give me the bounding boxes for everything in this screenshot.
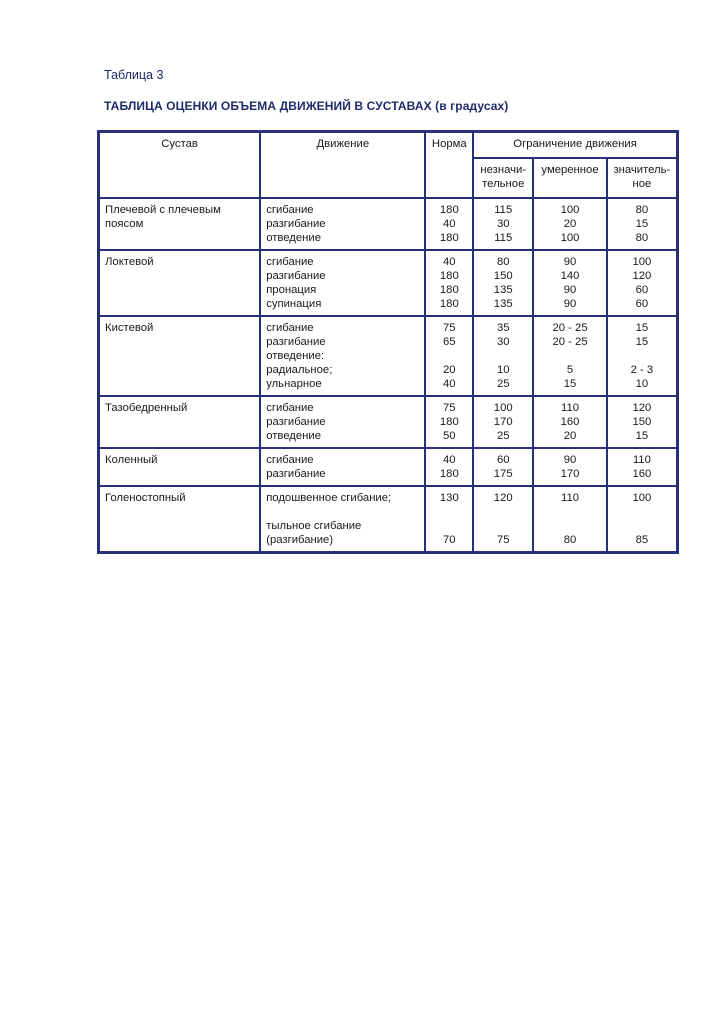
table-row: [100, 487, 676, 551]
moderate-cell: 110 160 20: [534, 397, 605, 447]
significant-cell: 100 85: [608, 487, 676, 551]
movement-cell: сгибание разгибание отведение: радиальное; ульнарное: [261, 317, 424, 395]
header-minor: незначи- тельное: [474, 159, 532, 197]
significant-cell: 110 160: [608, 449, 676, 485]
movement-cell: сгибание разгибание пронация супинация: [261, 251, 424, 315]
significant-cell: 100 120 60 60: [608, 251, 676, 315]
joint-cell: Плечевой с плечевым поясом: [100, 199, 259, 249]
range-of-motion-table: [97, 130, 679, 554]
movement-cell: подошвенное сгибание; тыльное сгибание (разгибание): [261, 487, 424, 551]
joint-cell: Голеностопный: [100, 487, 259, 551]
header-moderate: умеренное: [534, 159, 605, 197]
significant-cell: 120 150 15: [608, 397, 676, 447]
joint-cell: Локтевой: [100, 251, 259, 315]
significant-cell: 15 15 2 - 3 10: [608, 317, 676, 395]
header-significant: значитель- ное: [608, 159, 676, 197]
moderate-cell: 90 140 90 90: [534, 251, 605, 315]
table-row: [100, 251, 676, 315]
joint-cell: Коленный: [100, 449, 259, 485]
joint-cell: Тазобедренный: [100, 397, 259, 447]
movement-cell: сгибание разгибание отведение: [261, 397, 424, 447]
joint-cell: Кистевой: [100, 317, 259, 395]
minor-cell: 60 175: [474, 449, 532, 485]
norm-cell: 130 70: [426, 487, 472, 551]
table-row: [100, 397, 676, 447]
moderate-cell: 20 - 25 20 - 25 5 15: [534, 317, 605, 395]
table-title: [104, 99, 508, 113]
table-row: [100, 449, 676, 485]
minor-cell: 115 30 115: [474, 199, 532, 249]
minor-cell: 120 75: [474, 487, 532, 551]
table-title-main: ТАБЛИЦА ОЦЕНКИ ОБЪЕМА ДВИЖЕНИЙ В СУСТАВАХ: [104, 99, 432, 113]
header-joint: Сустав: [100, 133, 259, 197]
norm-cell: 180 40 180: [426, 199, 472, 249]
table-row: [100, 199, 676, 249]
minor-cell: 80 150 135 135: [474, 251, 532, 315]
header-norm: Норма: [426, 133, 472, 197]
movement-cell: сгибание разгибание отведение: [261, 199, 424, 249]
minor-cell: 35 30 10 25: [474, 317, 532, 395]
movement-cell: сгибание разгибание: [261, 449, 424, 485]
header-limitation: Ограничение движения: [474, 133, 676, 157]
moderate-cell: 90 170: [534, 449, 605, 485]
moderate-cell: 110 80: [534, 487, 605, 551]
header-movement: Движение: [261, 133, 424, 197]
norm-cell: 75 180 50: [426, 397, 472, 447]
header-row-1: [100, 133, 676, 157]
norm-cell: 40 180 180 180: [426, 251, 472, 315]
significant-cell: 80 15 80: [608, 199, 676, 249]
table-row: [100, 317, 676, 395]
minor-cell: 100 170 25: [474, 397, 532, 447]
moderate-cell: 100 20 100: [534, 199, 605, 249]
norm-cell: 75 65 20 40: [426, 317, 472, 395]
table-title-units: (в градусах): [435, 99, 509, 113]
table-caption: Таблица 3: [104, 68, 164, 82]
norm-cell: 40 180: [426, 449, 472, 485]
